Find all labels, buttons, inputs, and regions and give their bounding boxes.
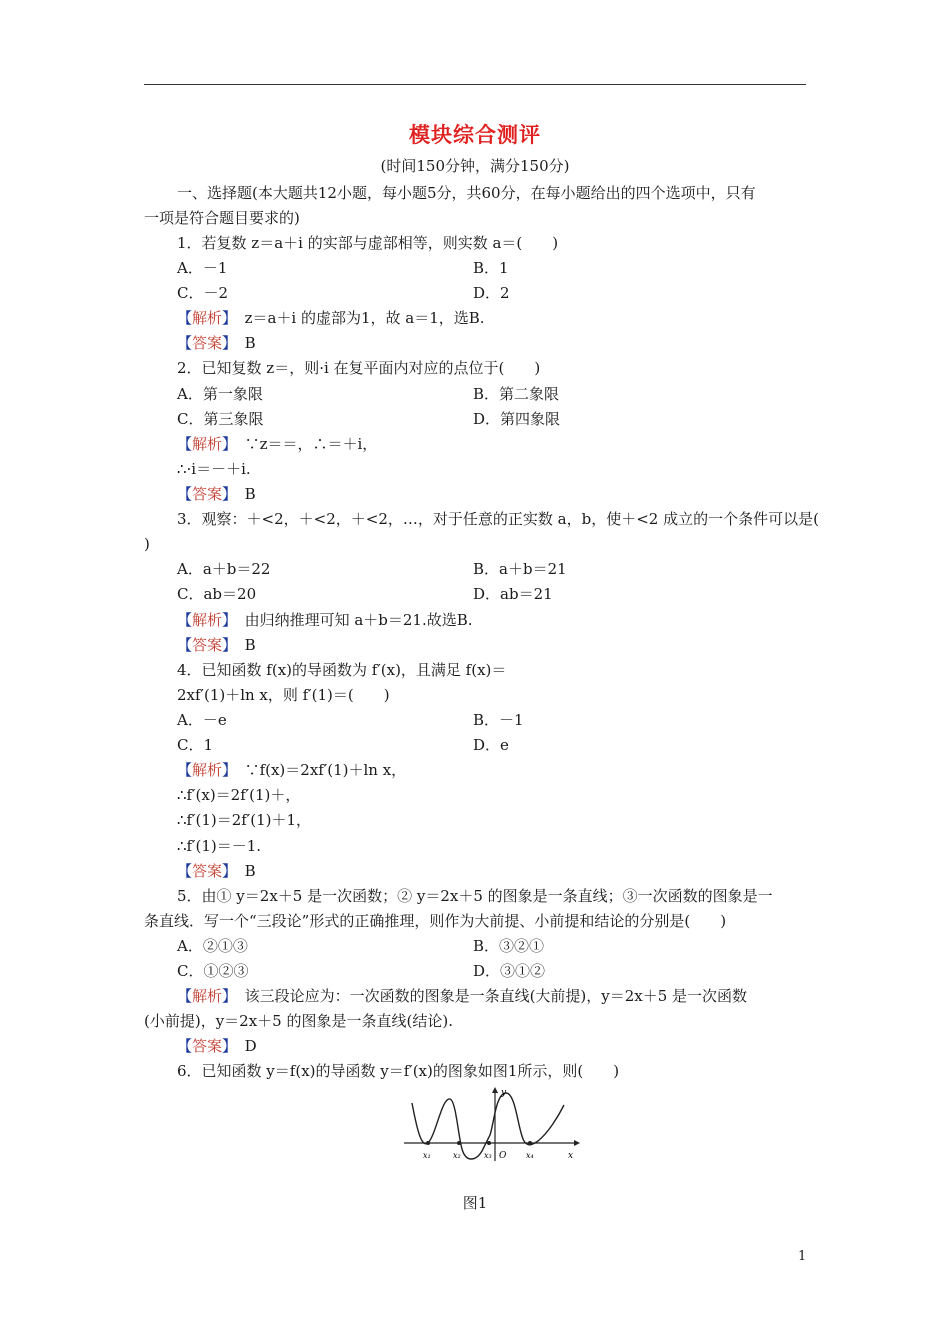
bracket-close: 】	[222, 334, 230, 352]
bracket-open: 【	[177, 334, 193, 352]
q4-analysis-line-2: ∴f′(x)＝2f′(1)＋，	[177, 786, 301, 804]
derivative-curve	[412, 1093, 564, 1159]
q1-answer	[177, 333, 256, 353]
page-title: 模块综合测评	[409, 123, 541, 147]
intro-line-2: 一项是符合题目要求的)	[144, 209, 300, 227]
page-number: 1	[798, 1249, 807, 1264]
header-rule	[144, 84, 806, 85]
answer-label: 答案	[192, 636, 223, 654]
q5-option-b: B．③②①	[473, 937, 545, 955]
bracket-open: 【	[177, 485, 193, 503]
point-x3	[487, 1141, 491, 1145]
q1-answer-text: B	[244, 334, 256, 352]
q5-option-c: C．①②③	[177, 962, 249, 980]
answer-label: 答案	[192, 485, 223, 503]
q2-answer-text: B	[244, 485, 256, 503]
bracket-open: 【	[177, 611, 193, 629]
q5-option-a: A．②①③	[177, 937, 248, 955]
bracket-close: 】	[222, 1037, 230, 1055]
intro-line-1: 一、选择题(本大题共12小题，每小题5分，共60分，在每小题给出的四个选项中，只有	[177, 184, 756, 202]
bracket-open: 【	[177, 435, 193, 453]
x1-label: x₁	[423, 1151, 431, 1160]
q4-option-c: C．1	[177, 736, 214, 754]
x4-label: x₄	[526, 1151, 534, 1160]
q5-option-d: D．③①②	[473, 962, 546, 980]
q5-analysis-line-2: (小前提)，y＝2x＋5 的图象是一条直线(结论).	[144, 1012, 453, 1030]
analysis-label: 解析	[192, 761, 223, 779]
bracket-close: 】	[222, 862, 230, 880]
bracket-open: 【	[177, 987, 193, 1005]
q5-analysis-text: 该三段论应为：一次函数的图象是一条直线(大前提)，y＝2x＋5 是一次函数	[244, 987, 748, 1005]
answer-label: 答案	[192, 862, 223, 880]
q5-stem: 5．由① y＝2x＋5 是一次函数；② y＝2x＋5 的图象是一条直线；③一次函数的图象是一	[177, 887, 773, 905]
bracket-open: 【	[177, 1037, 193, 1055]
q1-option-c: C．－2	[177, 284, 229, 302]
q1-stem: 1．若复数 z＝a＋i 的实部与虚部相等，则实数 a＝( )	[177, 234, 559, 252]
figure-caption: 图1	[462, 1194, 488, 1212]
q3-option-c: C．ab＝20	[177, 585, 257, 603]
q3-option-d: D．ab＝21	[473, 585, 553, 603]
x3-label: x₃	[484, 1151, 492, 1160]
q4-option-b: B．－1	[473, 711, 524, 729]
q4-answer-text: B	[244, 862, 256, 880]
q6-stem: 6．已知函数 y＝f(x)的导函数 y＝f′(x)的图象如图1所示，则( )	[177, 1062, 620, 1080]
q2-analysis-line-2: ∴·i＝－＋i.	[177, 460, 251, 478]
bracket-open: 【	[177, 862, 193, 880]
q4-option-a: A．－e	[177, 711, 227, 729]
bracket-close: 】	[222, 485, 230, 503]
q1-option-b: B．1	[473, 259, 509, 277]
q5-stem-line-2: 条直线．写一个“三段论”形式的正确推理，则作为大前提、小前提和结论的分别是( )	[144, 912, 727, 930]
q3-stem-line-2: )	[144, 535, 150, 553]
bracket-close: 】	[222, 611, 230, 629]
q2-stem: 2．已知复数 z＝，则·i 在复平面内对应的点位于( )	[177, 359, 541, 377]
q2-option-a: A．第一象限	[177, 385, 263, 403]
x-axis-arrow	[574, 1140, 580, 1146]
point-x1	[426, 1141, 430, 1145]
bracket-close: 】	[222, 435, 230, 453]
answer-label: 答案	[192, 334, 223, 352]
analysis-label: 解析	[192, 611, 223, 629]
q3-analysis	[177, 610, 473, 630]
q5-answer	[177, 1036, 257, 1056]
bracket-open: 【	[177, 761, 193, 779]
q3-analysis-text: 由归纳推理可知 a＋b＝21.故选B.	[244, 611, 473, 629]
bracket-open: 【	[177, 309, 193, 327]
q4-stem: 4．已知函数 f(x)的导函数为 f′(x)，且满足 f(x)＝	[177, 661, 507, 679]
bracket-open: 【	[177, 636, 193, 654]
q2-option-d: D．第四象限	[473, 410, 561, 428]
analysis-label: 解析	[192, 435, 223, 453]
q4-answer	[177, 861, 256, 881]
bracket-close: 】	[222, 309, 230, 327]
q4-analysis-line-4: ∴f′(1)＝－1.	[177, 837, 262, 855]
q3-option-b: B．a＋b＝21	[473, 560, 567, 578]
q4-analysis	[177, 760, 406, 780]
q5-analysis	[177, 986, 747, 1006]
q3-option-a: A．a＋b＝22	[177, 560, 271, 578]
q1-option-a: A．－1	[177, 259, 228, 277]
analysis-label: 解析	[192, 309, 223, 327]
analysis-label: 解析	[192, 987, 223, 1005]
point-x2	[457, 1141, 461, 1145]
q2-analysis	[177, 434, 377, 454]
q2-analysis-text: ∵z＝＝，∴＝＋i，	[244, 435, 378, 453]
q4-analysis-line-3: ∴f′(1)＝2f′(1)＋1，	[177, 811, 312, 829]
q2-option-b: B．第二象限	[473, 385, 560, 403]
q1-analysis	[177, 308, 485, 328]
bracket-close: 】	[222, 761, 230, 779]
bracket-close: 】	[222, 987, 230, 1005]
q2-answer	[177, 484, 256, 504]
q4-stem-line-2: 2xf′(1)＋ln x，则 f′(1)＝( )	[177, 686, 390, 704]
q5-answer-text: D	[244, 1037, 257, 1055]
answer-label: 答案	[192, 1037, 223, 1055]
y-axis-label: y	[501, 1088, 507, 1098]
q2-option-c: C．第三象限	[177, 410, 264, 428]
derivative-graph-figure	[398, 1085, 584, 1163]
x2-label: x₂	[453, 1151, 461, 1160]
q3-answer-text: B	[244, 636, 256, 654]
origin-label: O	[499, 1151, 507, 1161]
q4-option-d: D．e	[473, 736, 509, 754]
q1-analysis-text: z＝a＋i 的虚部为1，故 a＝1，选B.	[244, 309, 485, 327]
q1-option-d: D．2	[473, 284, 510, 302]
x-axis-label: x	[568, 1151, 574, 1161]
page-subtitle: (时间150分钟，满分150分)	[380, 157, 570, 175]
point-x4	[528, 1141, 532, 1145]
y-axis-arrow	[492, 1087, 498, 1093]
q4-analysis-text: ∵f(x)＝2xf′(1)＋ln x，	[244, 761, 407, 779]
q3-answer	[177, 635, 256, 655]
bracket-close: 】	[222, 636, 230, 654]
q3-stem: 3．观察：＋<2，＋<2，＋<2，…，对于任意的正实数 a，b，使＋<2 成立的一个条件可以是(	[177, 510, 819, 528]
